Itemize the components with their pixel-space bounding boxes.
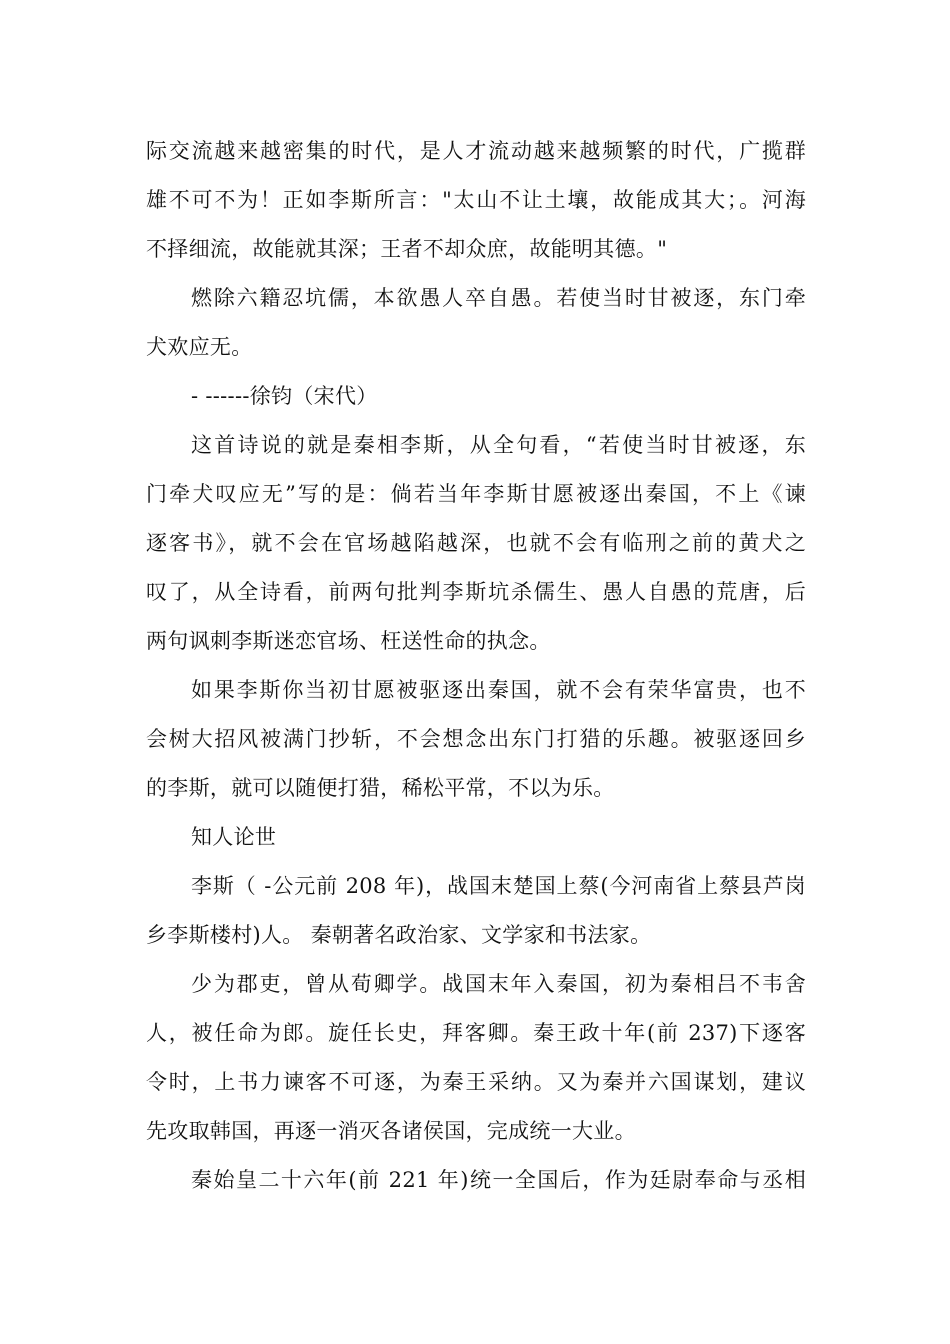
text-line: 不择细流，故能就其深；王者不却众庶，故能明其德。" [146,237,668,261]
text-line: 际交流越来越密集的时代，是人才流动越来越频繁的时代，广揽群 [146,139,806,163]
text-line: 会树大招风被满门抄斩，不会想念出东门打猎的乐趣。被驱逐回乡 [146,727,806,751]
text-line: 乡李斯楼村)人。 秦朝著名政治家、文学家和书法家。 [146,923,652,947]
poem-line: 燃除六籍忍坑儒，本欲愚人卒自愚。若使当时甘被逐，东门牵 [191,286,806,310]
text-line: 令时，上书力谏客不可逐，为秦王采纳。又为秦并六国谋划，建议 [146,1070,806,1094]
text-line: 少为郡吏，曾从荀卿学。战国末年入秦国，初为秦相吕不韦舍 [191,972,806,996]
text-line: 雄不可不为！正如李斯所言："太山不让土壤，故能成其大；。河海 [146,188,806,212]
text-line: 叹了，从全诗看，前两句批判李斯坑杀儒生、愚人自愚的荒唐，后 [146,580,806,604]
text-line: 先攻取韩国，再逐一消灭各诸侯国，完成统一大业。 [146,1119,636,1143]
text-line: 逐客书》，就不会在官场越陷越深，也就不会有临刑之前的黄犬之 [146,531,806,555]
text-line: 如果李斯你当初甘愿被驱逐出秦国，就不会有荣华富贵，也不 [191,678,806,702]
poem-line: 犬欢应无。 [146,335,253,359]
text-line: 的李斯，就可以随便打猎，稀松平常，不以为乐。 [146,776,615,800]
text-line: 人，被任命为郎。旋任长史，拜客卿。秦王政十年(前 237)下逐客 [146,1021,806,1045]
text-line: 门牵犬叹应无”写的是：倘若当年李斯甘愿被逐出秦国，不上《谏 [146,482,806,506]
text-line: 李斯（ -公元前 208 年)，战国末楚国上蔡(今河南省上蔡县芦岗 [191,874,806,898]
document-body [146,127,806,1205]
text-line: 这首诗说的就是秦相李斯，从全句看，“若使当时甘被逐，东 [191,433,806,457]
section-heading: 知人论世 [191,825,277,849]
poem-attribution: - ------徐钧（宋代） [191,384,378,408]
text-line: 两句讽刺李斯迷恋官场、枉送性命的执念。 [146,629,551,653]
text-line: 秦始皇二十六年(前 221 年)统一全国后，作为廷尉奉命与丞相 [191,1168,806,1192]
